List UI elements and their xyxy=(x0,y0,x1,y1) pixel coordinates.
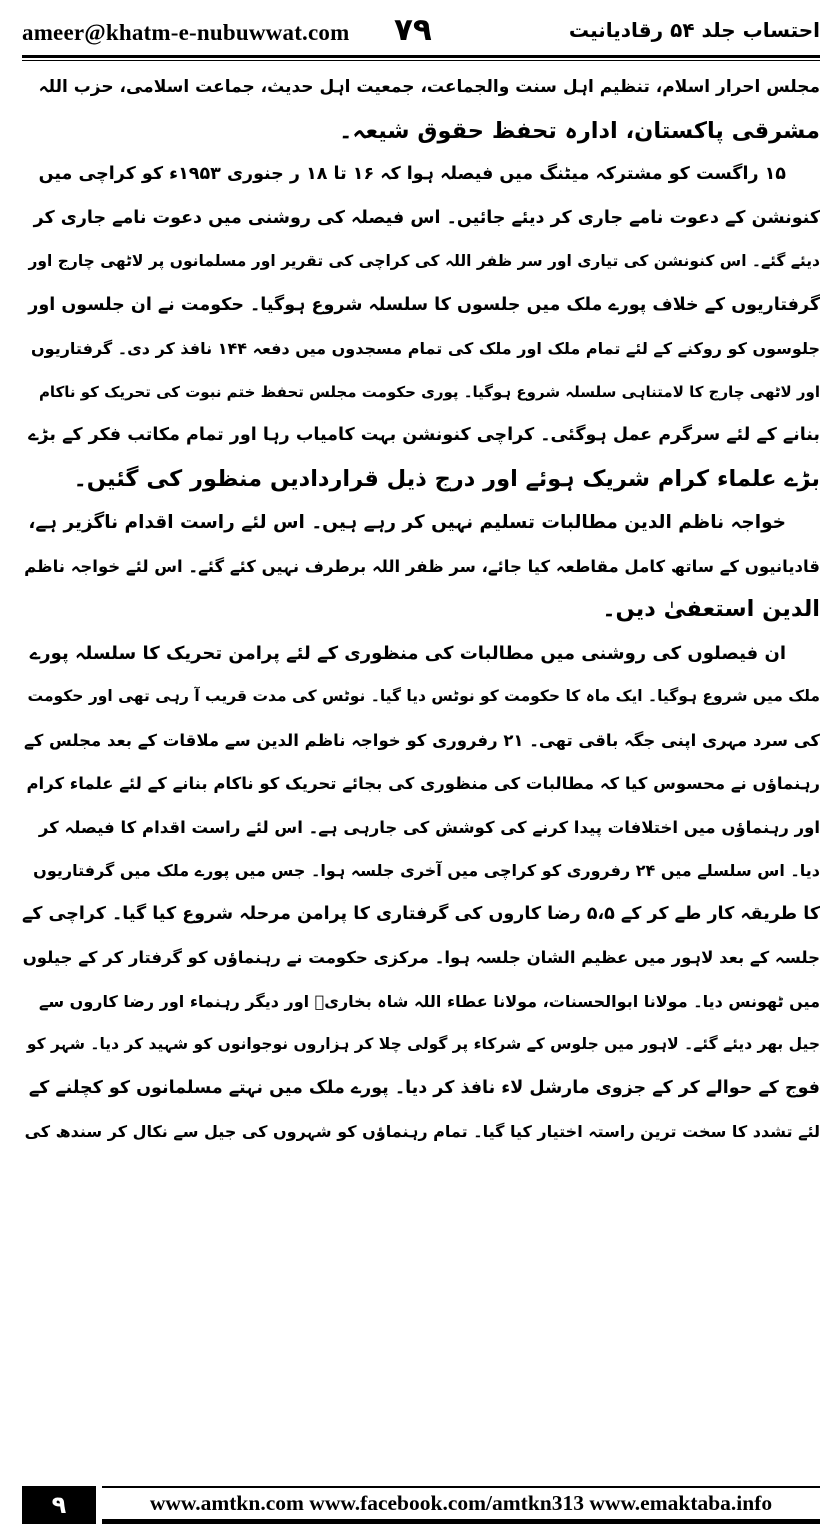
text-line: مجلس احرار اسلام، تنظیم اہل سنت والجماعت، جمعیت اہل حدیث، جماعت اسلامی، حزب اللہ xyxy=(38,77,820,97)
footer-links: www.amtkn.com www.facebook.com/amtkn313 www.emaktaba.info xyxy=(149,1491,773,1515)
text-line: دیا۔ اس سلسلے میں ۲۴ رفروری کو کراچی میں آخری جلسہ ہوا۔ جس میں پورے ملک میں گرفتاریوں xyxy=(33,861,820,880)
text-line: جلسہ کے بعد لاہور میں عظیم الشان جلسہ ہوا۔ مرکزی حکومت نے رہنماؤں کو گرفتار کر کے جیلوں xyxy=(22,948,820,967)
text-line: اور لاٹھی چارج کا لامتناہی سلسلہ شروع ہوگیا۔ پوری حکومت مجلس تحفظ ختم نبوت کی تحریک کو ناکام xyxy=(38,382,820,401)
footer-page-number: ۹ xyxy=(22,1486,96,1524)
text-line: خواجہ ناظم الدین مطالبات تسلیم نہیں کر رہے ہیں۔ اس لئے راست اقدام ناگزیر ہے، xyxy=(28,512,786,533)
header-divider xyxy=(22,55,820,61)
text-line: لئے تشدد کا سخت ترین راستہ اختیار کیا گیا۔ تمام رہنماؤں کو شہروں کی جیل سے نکال کر سندھ کی xyxy=(24,1122,820,1141)
text-line: اور رہنماؤں میں اختلافات پیدا کرنے کی کوشش کی جارہی ہے۔ اس لئے راست اقدام کا فیصلہ کر xyxy=(38,817,820,837)
text-line: بنانے کے لئے سرگرم عمل ہوگئی۔ کراچی کنونشن بہت کامیاب رہا اور تمام مکاتب فکر کے بڑے xyxy=(28,425,820,445)
text-line: جلوسوں کو روکنے کے لئے تمام ملک اور ملک کی تمام مسجدوں میں دفعہ ۱۴۴ نافذ کر دی۔ گرفتاریوں xyxy=(31,339,820,358)
text-line: فوج کے حوالے کر کے جزوی مارشل لاء نافذ کر دیا۔ پورے ملک میں نہتے مسلمانوں کو کچلنے کے xyxy=(28,1077,820,1098)
text-line: دیئے گئے۔ اس کنونشن کی تیاری اور سر ظفر اللہ کی کراچی کی تقریر اور مسلمانوں پر لاٹھی چارج اور xyxy=(28,252,820,270)
page-header xyxy=(22,10,820,54)
header-email: ameer@khatm-e-nubuwwat.com xyxy=(22,20,350,45)
text-line: ان فیصلوں کی روشنی میں مطالبات کی منظوری کے لئے پرامن تحریک کا سلسلہ پورے xyxy=(29,642,786,664)
text-line: مشرقی پاکستان، ادارہ تحفظ حقوق شیعہ۔ xyxy=(339,117,820,144)
text-line: ملک میں شروع ہوگیا۔ ایک ماہ کا حکومت کو نوٹس دیا گیا۔ نوٹس کی مدت قریب آ رہی تھی اور حکومت xyxy=(27,687,820,705)
text-line: قادیانیوں کے ساتھ کامل مقاطعہ کیا جائے، سر ظفر اللہ برطرف نہیں کئے گئے۔ اس لئے خواجہ ناظم xyxy=(24,556,820,576)
footer-band xyxy=(102,1486,820,1524)
text-line: گرفتاریوں کے خلاف پورے ملک میں جلسوں کا سلسلہ شروع ہوگیا۔ حکومت نے ان جلسوں اور xyxy=(28,294,820,315)
text-line: میں ٹھونس دیا۔ مولانا ابوالحسنات، مولانا عطاء اللہ شاہ بخاریؒ اور دیگر رہنماء اور رضا کاروں سے xyxy=(39,991,820,1011)
page-footer xyxy=(22,1486,820,1526)
text-line: کنونشن کے دعوت نامے جاری کر دیئے جائیں۔ اس فیصلہ کی روشنی میں دعوت نامے جاری کر xyxy=(33,207,820,228)
text-line: الدین استعفیٰ دیں۔ xyxy=(602,596,820,622)
text-line: بڑے علماء کرام شریک ہوئے اور درج ذیل قراردادیں منظور کی گئیں۔ xyxy=(73,465,820,492)
header-title: احتساب جلد ۵۴ رقادیانیت xyxy=(568,18,820,42)
text-line: ۱۵ راگست کو مشترکہ میٹنگ میں فیصلہ ہوا کہ ۱۶ تا ۱۸ ر جنوری ۱۹۵۳ء کو کراچی میں xyxy=(38,164,786,184)
text-line: کی سرد مہری اپنی جگہ باقی تھی۔ ۲۱ رفروری کو خواجہ ناظم الدین سے ملاقات کے بعد مجلس کے xyxy=(24,730,820,750)
header-page-number: ۷۹ xyxy=(394,12,432,48)
text-line: رہنماؤں نے محسوس کیا کہ مطالبات کی منظوری کی بجائے تحریک کو ناکام بنانے کے لئے علماء کرام xyxy=(26,774,820,793)
text-line: جیل بھر دیئے گئے۔ لاہور میں جلوس کے شرکاء پر گولی چلا کر ہزاروں نوجوانوں کو شہید کر دیا۔ شہر کو xyxy=(26,1035,820,1053)
body-text xyxy=(20,66,820,1436)
text-line: کا طریقہ کار طے کر کے ۵،۵ رضا کاروں کی گرفتاری کا پرامن مرحلہ شروع کیا گیا۔ کراچی کے xyxy=(22,903,820,924)
